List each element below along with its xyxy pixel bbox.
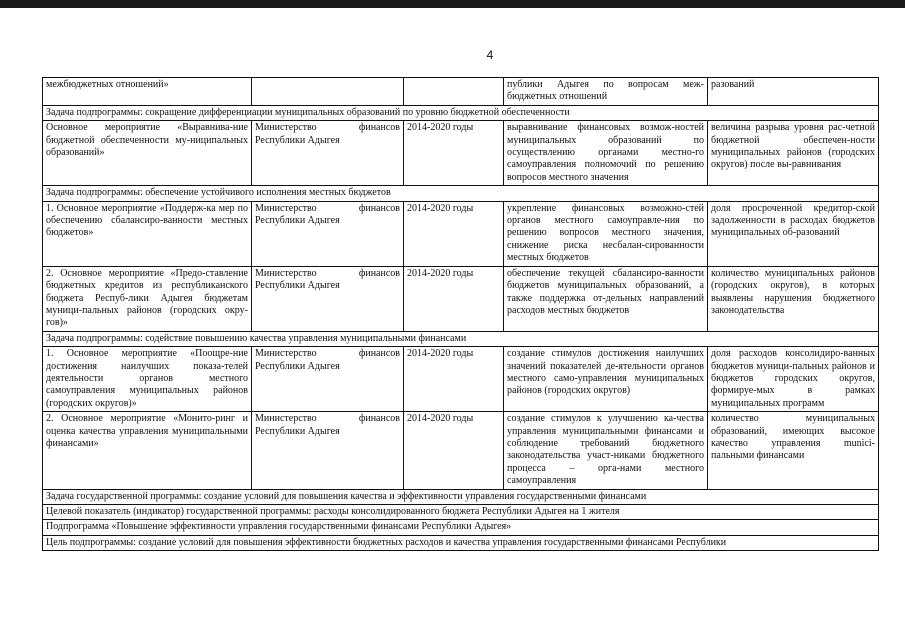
task-heading: Задача подпрограммы: сокращение дифференциации муниципальных образований по уровню бюджетной обеспеченности <box>43 105 879 120</box>
task-row <box>43 186 879 201</box>
table-cell: Министерство финансов Республики Адыгея <box>252 201 404 266</box>
table-cell: публики Адыгея по вопросам меж-бюджетных отношений <box>504 78 708 106</box>
table-cell: доля расходов консолидиро-ванных бюджетов муници-пальных районов и бюджетов городских округов, формируе-мых в рамках муниципальных программ <box>708 347 879 412</box>
table-cell <box>252 78 404 106</box>
table-row <box>43 412 879 489</box>
subprogram-goal-row <box>43 535 879 550</box>
table-cell: создание стимулов достижения наилучших значений показателей де-ятельности органов местного само-управления муниципальных районов (городских округов) <box>504 347 708 412</box>
table-cell: обеспечение текущей сбалансиро-ванности бюджетов муниципальных образований, а также поддержка от-дельных направлений расходов местных бюджетов <box>504 266 708 331</box>
task-heading: Задача подпрограммы: обеспечение устойчивого исполнения местных бюджетов <box>43 186 879 201</box>
task-row <box>43 105 879 120</box>
table-cell: доля просроченной кредитор-ской задолженности в расходах бюджетов муниципальных об-разований <box>708 201 879 266</box>
table-row <box>43 78 879 106</box>
state-program-task: Задача государственной программы: создание условий для повышения качества и эффективности управления государственными финансами <box>43 489 879 504</box>
table-cell: 2014-2020 годы <box>404 121 504 186</box>
table-cell: выравнивание финансовых возмож-ностей муниципальных образований по осуществлению органами местно-го самоуправления полномочий по решению вопросов местного значения <box>504 121 708 186</box>
page-number: 4 <box>486 48 494 62</box>
table-cell: 2. Основное мероприятие «Монито-ринг и оценка качества управления муниципальными финансами» <box>43 412 252 489</box>
task-heading: Задача подпрограммы: содействие повышению качества управления муниципальными финансами <box>43 331 879 346</box>
table-cell: 2014-2020 годы <box>404 201 504 266</box>
table-cell: Министерство финансов Республики Адыгея <box>252 347 404 412</box>
table-cell: 1. Основное мероприятие «Поддерж-ка мер по обеспечению сбалансиро-ванности местных бюджетов» <box>43 201 252 266</box>
table-cell: 2014-2020 годы <box>404 412 504 489</box>
table-row <box>43 266 879 331</box>
indicator-row <box>43 505 879 520</box>
subprogram-row <box>43 520 879 535</box>
table-cell: 2014-2020 годы <box>404 266 504 331</box>
table-cell: Министерство финансов Республики Адыгея <box>252 412 404 489</box>
state-task-row <box>43 489 879 504</box>
table-row <box>43 121 879 186</box>
table-cell: 2. Основное мероприятие «Предо-ставление бюджетных кредитов из республиканского бюджета Респуб-лики Адыгея бюджетам муници-пальных районов (городских окру-гов)» <box>43 266 252 331</box>
table-cell: 2014-2020 годы <box>404 347 504 412</box>
table-cell: Министерство финансов Республики Адыгея <box>252 121 404 186</box>
table-cell: создание стимулов к улучшению ка-чества управления муниципальными финансами и соблюдение требований бюджетного законодательства участ-никами бюджетного процесса – орга-нами местного самоуправления <box>504 412 708 489</box>
top-border-bar <box>0 0 905 8</box>
subprogram-title: Подпрограмма «Повышение эффективности управления государственными финансами Республики Адыгея» <box>43 520 879 535</box>
table-row <box>43 347 879 412</box>
table-cell: количество муниципальных районов (городских округов), в которых выявлены нарушения бюджетного законодательства <box>708 266 879 331</box>
table-cell: величина разрыва уровня рас-четной бюджетной обеспечен-ности муниципальных районов (городских округов) после вы-равнивания <box>708 121 879 186</box>
target-indicator: Целевой показатель (индикатор) государственной программы: расходы консолидированного бюджета Республики Адыгея на 1 жителя <box>43 505 879 520</box>
table-cell: количество муниципальных образований, имеющих высокое качество управления munici-пальными финансами <box>708 412 879 489</box>
table-cell: Министерство финансов Республики Адыгея <box>252 266 404 331</box>
task-row <box>43 331 879 346</box>
table-row <box>43 201 879 266</box>
table-cell: межбюджетных отношений» <box>43 78 252 106</box>
program-table <box>42 77 879 551</box>
table-cell: укрепление финансовых возможно-стей органов местного самоуправле-ния по решению вопросов местного значения, снижение риска несбалан-сированности местных бюджетов <box>504 201 708 266</box>
table-cell: Основное мероприятие «Выравнива-ние бюджетной обеспеченности му-ниципальных образований» <box>43 121 252 186</box>
table-cell <box>404 78 504 106</box>
subprogram-goal: Цель подпрограммы: создание условий для повышения эффективности бюджетных расходов и качества управления государственными финансами Республики <box>43 535 879 550</box>
table-cell: 1. Основное мероприятие «Поощре-ние достижения наилучших показа-телей деятельности органов местного самоуправления муниципальных районов (городских округов)» <box>43 347 252 412</box>
table-cell: разований <box>708 78 879 106</box>
